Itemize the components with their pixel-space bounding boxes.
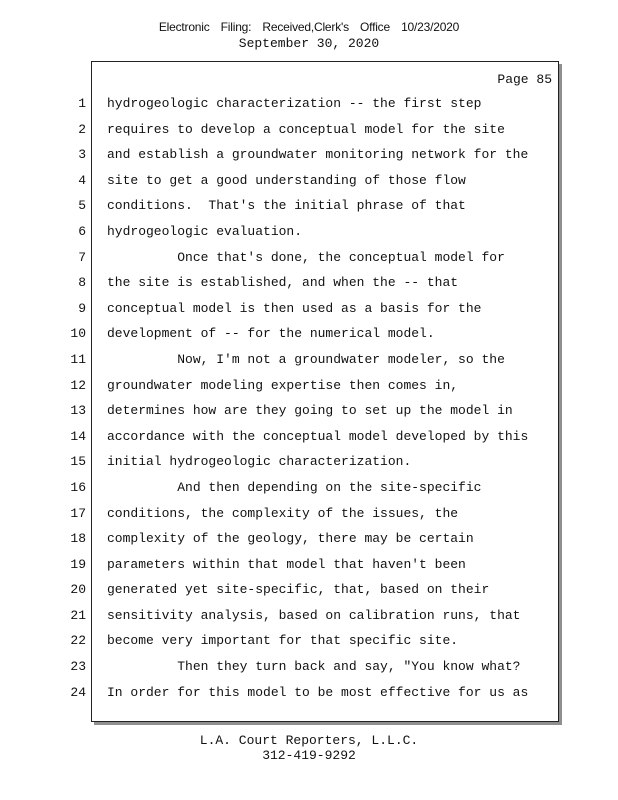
transcript-line: groundwater modeling expertise then comes in, <box>107 377 459 393</box>
transcript-line: Then they turn back and say, "You know what? <box>107 659 521 675</box>
line-number: 21 <box>70 607 86 623</box>
line-number: 7 <box>78 249 86 265</box>
line-number: 10 <box>70 326 86 342</box>
transcript-line: and establish a groundwater monitoring network for the <box>107 147 529 163</box>
line-number: 2 <box>78 121 86 137</box>
line-number: 24 <box>70 684 86 700</box>
transcript-line: requires to develop a conceptual model for the site <box>107 121 505 137</box>
transcript-line: hydrogeologic characterization -- the first step <box>107 96 482 111</box>
line-number: 23 <box>70 659 86 675</box>
line-number: 19 <box>70 556 86 572</box>
line-number: 16 <box>70 479 86 495</box>
line-number: 14 <box>70 428 86 444</box>
reporter-phone: 312-419-9292 <box>262 748 356 763</box>
transcript-line: determines how are they going to set up the model in <box>107 403 513 419</box>
filing-stamp: Electronic Filing: Received,Clerk's Office 10/23/2020 <box>158 20 460 34</box>
transcript-line: site to get a good understanding of those flow <box>107 172 466 188</box>
transcript-line: parameters within that model that haven't been <box>107 556 466 572</box>
line-number: 22 <box>70 633 86 649</box>
transcript-date: September 30, 2020 <box>238 36 380 51</box>
line-number: 20 <box>70 582 86 598</box>
line-number: 12 <box>70 377 86 393</box>
reporter-company: L.A. Court Reporters, L.L.C. <box>199 733 419 748</box>
transcript-line: development of -- for the numerical model. <box>107 326 435 342</box>
line-number: 3 <box>78 147 86 163</box>
line-number: 8 <box>78 275 86 291</box>
transcript-line: sensitivity analysis, based on calibration runs, that <box>107 607 521 623</box>
transcript-line: the site is established, and when the -- that <box>107 275 459 291</box>
transcript-line: accordance with the conceptual model developed by this <box>107 428 529 444</box>
line-number: 13 <box>70 403 86 419</box>
transcript-text <box>107 91 552 705</box>
transcript-line: conditions. That's the initial phrase of that <box>107 198 466 214</box>
transcript-line: complexity of the geology, there may be certain <box>107 531 474 547</box>
line-number: 17 <box>70 505 86 521</box>
line-number: 5 <box>78 198 86 214</box>
line-number: 15 <box>70 454 86 470</box>
line-number: 4 <box>78 172 86 188</box>
transcript-line: initial hydrogeologic characterization. <box>107 454 412 470</box>
transcript-line: Once that's done, the conceptual model for <box>107 249 505 265</box>
transcript-line: hydrogeologic evaluation. <box>107 223 303 239</box>
line-number-column <box>56 91 86 705</box>
footer <box>0 733 618 763</box>
transcript-line: conditions, the complexity of the issues, the <box>107 505 459 521</box>
transcript-line: conceptual model is then used as a basis for the <box>107 300 482 316</box>
line-number: 6 <box>78 223 86 239</box>
transcript-line: And then depending on the site-specific <box>107 479 482 495</box>
line-number: 9 <box>78 300 86 316</box>
line-number: 11 <box>70 351 86 367</box>
transcript-line: generated yet site-specific, that, based on their <box>107 582 490 598</box>
line-number: 1 <box>78 96 86 111</box>
page-number: Page 85 <box>497 72 552 87</box>
transcript-line: In order for this model to be most effective for us as <box>107 684 529 700</box>
line-number: 18 <box>70 531 86 547</box>
transcript-line: Now, I'm not a groundwater modeler, so the <box>107 351 505 367</box>
transcript-line: become very important for that specific site. <box>107 633 459 649</box>
